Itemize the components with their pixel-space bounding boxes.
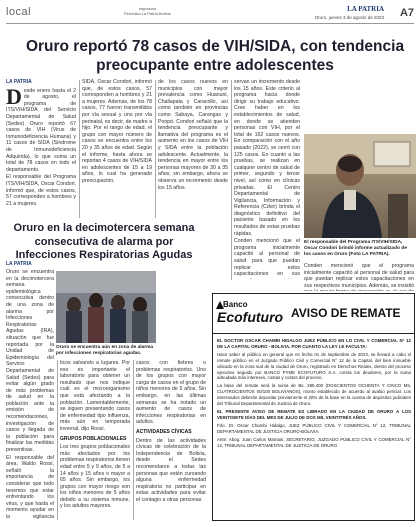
article-column-5 — [304, 263, 414, 291]
ad-intro: EL DOCTOR OSCAR CHAMBI HIDALGO JUEZ PÚBLICO EN LO CIVIL Y COMERCIAL N° 12 DE LA CAPITAL ORURO - BOLIVIA, POR CUANTO LA LEY LE FACULTA: — [217, 338, 411, 349]
article-2-byline: LA PATRIA — [6, 261, 32, 267]
column-divider — [231, 80, 232, 280]
section-name: local — [6, 6, 32, 18]
article-column-2 — [82, 79, 152, 221]
article-photo-condori — [304, 134, 416, 238]
ad-paragraph: Ante: Abog. Juan Carlos Mamani, SECRETARIO, JUZGADO PÚBLICO CIVIL Y COMERCIAL N° 12, TRIBUNAL DEPARTAMENTAL DE JUSTICIA DE ORURO. — [217, 436, 411, 448]
bank-logo-name: Ecofuturo — [217, 309, 284, 325]
article-byline: LA PATRIA — [6, 79, 32, 85]
bank-logo — [217, 300, 284, 328]
newspaper-masthead: LA PATRIA — [347, 5, 384, 13]
photo-caption-2: Oruro se encuentra aún en zona de alarma por infecciones respiratorias agudas. — [56, 345, 154, 356]
ad-paragraph: Fdo. Dr. Oscar Chambi Hidalgo, JUEZ PÚBLICO CIVIL Y COMERCIAL N° 12, TRIBUNAL DEPARTAMENTAL DE JUSTICIA ORURO-BOLIVIA. — [217, 422, 411, 434]
auction-notice-ad — [212, 293, 415, 521]
ad-title: AVISO DE REMATE — [291, 306, 401, 320]
article-paragraph: Oruro se encuentra en la decimotercera semana epidemiológica consecutiva dentro de una zona de alarma por Infecciones Respiratorias Agudas (IRA), situación que fue reportada por la Unidad de Epidemiología del Servicio Departamental de Salud (Sedes) para evitar algún grado de más problemas de salud en la población ante la emisión de recomendaciones, investigación de casos y llegada de la población para finalizar las medidas preventivas. — [6, 269, 54, 454]
article-2-column-1 — [6, 269, 54, 521]
article-paragraph: de los casos nuevos en municipios con mayor prevalencia como Huanuni, Challapata y Caracollo, así como también en provincias como Sabaya, Carangas y Poopó. Condori señaló que la tendencia preocupante y llamativa del programa es el aumento en los casos de VIH y SIDA entre la población adolescente. Actualmente, la tendencia en mayor entre los personas mayores de 30 a 35 años; sin embargo, ahora se observa un incremento desde los 15 años. — [158, 79, 228, 191]
page-header — [6, 4, 414, 24]
column-divider — [79, 80, 80, 218]
ad-header — [213, 294, 414, 334]
article-2-column-2 — [60, 360, 130, 521]
article-paragraph: El responsable del área, Waldo Rossi, señaló la importancia de considerar que todo tenemos que estar enfrentando los virus, y que hasta el momento ayudar en la vigilancia — [6, 454, 54, 520]
article-paragraph: casos con fiebres o problemas respiratorios. Uno de los grupos con mayor carga de casos en el grupo de niños menores de 5 años. Sin embargo, en las últimas semanas se ha notado un aumento de casos de infecciones respiratorias en adultos. — [136, 360, 206, 426]
section-subhead: ACTIVIDADES CÍVICAS — [136, 428, 192, 435]
article-paragraph: El responsable del Programa ITS/VIH/SIDA, Oscar Condori, informó que, de estos casos, 57 corresponden a hombres y 21 a mujeres. — [6, 174, 76, 207]
article-2-headline: Oruro en la decimotercera semana consecutiva de alarma por Infecciones Respiratorias Agudas — [13, 222, 195, 261]
article-paragraph: Conden mencionó que el programa inicialmente capacitó al personal de salud para que puedan replicar estos capacitaciones en sus respectivos municipios. Además, se insistió — [304, 263, 414, 289]
page-number: A7 — [399, 7, 414, 19]
photo-caption: El responsable del Programa ITS/VIH/SIDA, Oscar Condori brindó informe actualizado de los casos en Oruro (Foto LA PATRIA). — [304, 240, 407, 257]
article-paragraph: servan un incremento desde los 15 años. Este criterio al programa hacia donde dirigir su trabajo educativo. Cree haber en los establecimientos de salud, en donde se atienden personas con VIH, por el total de 162 casos nuevos. En comparación con el año pasado (2022), se cerró con 125 casos. En cuanto a las pruebas, se realizan en cualquier centro de salud de primer, segundo y tercer nivel, así como en clínicas privadas. El Centro Departamental de Vigilancia, Información y Referencia (Cdvir) brinda el diagnóstico definitivo del paciente basado en los resultados de estas pruebas rápidas. — [234, 79, 300, 237]
ad-paragraph: La base del remate será la suma de Bs. 285.400 (DOSCIENTOS OCHENTA Y CINCO MIL CUATROCIENTOS 00/100 BOLIVIANOS), monto establecido de acuerdo al avalúo pericial. Los interesados deberán depositar previamente el 20% de la base en la cuenta de depósitos judiciales del Tribunal Departamental de Justicia de Oruro. — [217, 383, 411, 407]
ad-paragraph: Hace saber al público en general que en fecha 01 de septiembre de 2023, se llevará a cabo el remate público en el Juzgado Público Civil y Comercial N° 12 de la Capital, del bien inmueble ubicado en la zona sud de la ciudad de Oruro, registrado en Derechos Reales, dentro del proceso ejecutivo seguido por BANCO PYME ECOFUTURO S.A. contra los deudores, por la suma adeudada más intereses, costas y costos del proceso. — [217, 351, 411, 381]
sponsor-line-1: Impresión — [138, 6, 157, 11]
article-2-column-3 — [136, 360, 206, 521]
column-divider — [133, 360, 134, 520]
ad-body — [217, 338, 411, 450]
article-paragraph: Conden mencionó que el programa inicialmente capacitó al personal de salud para que puedan replicar estos capacitaciones en sus — [234, 238, 300, 278]
section-subhead: GRUPOS POBLACIONALES — [60, 435, 127, 442]
article-column-3 — [158, 79, 228, 221]
article-paragraph: Dentro de las actividades cívicas de celebración de la Independencia de Bolivia, desde el Sedes recomendaron a todas las personas que estén cursando alguna enfermedad respiratoria no participar en estas actividades para evitar el contagio a otras personas. — [136, 437, 206, 503]
article-paragraph: SIDA, Oscar Condori, informó que, de estos casos, 57 corresponden a hombres y 21 a mujeres. Además, de los 78 casos, 77 fueron transmitidos por vía sexual y uno por vía perinatal, es decir, de madre a hijo. Por el rango de edad, el grupo con mayor número de casos se encuentra entre los 20 y 35 años de edad. Según el informe, hasta ahora se reportan 4 casos de VIH/SIDA en adolescentes de 15 a 19 años, lo cual ha generado preocupación. — [82, 79, 152, 184]
article-paragraph: esde enero hasta el 2 de agosto, el programa de ITS/VIH/SIDA del Servicio Departamental de Salud (Sedes) Oruro reportó 67 casos de VIH (Virus de Inmunodeficiencia Humana) y 11 casos de SIDA (Síndrome de Inmunodeficiencia Adquirida), lo que suma un total de 78 casos en todo el departamento. — [6, 87, 76, 173]
ad-paragraph — [217, 409, 411, 421]
ad-issue-note: EL PRESENTE AVISO DE REMATE ES LIBRADO EN LA CIUDAD DE ORURO A LOS VEINTISIETE DÍAS DEL MES DE JULIO DE DOS MIL VEINTITRÉS AÑOS. — [217, 408, 411, 420]
article-column-1 — [6, 79, 76, 221]
article-column-4 — [234, 79, 300, 279]
article-photo-crowd — [56, 271, 156, 343]
drop-cap: D — [6, 83, 22, 109]
issue-date: Oruro, jueves 3 de agosto de 2023 — [314, 15, 384, 20]
article-headline: Oruro reportó 78 casos de VIH/SIDA, con tendencia preocupante entre adolescentes — [25, 38, 405, 74]
ad-paragraph — [217, 338, 411, 350]
sponsor-line-2: Periódico La Patria Bolivia — [124, 11, 171, 16]
sponsor-credit — [124, 6, 171, 16]
column-divider — [155, 80, 156, 218]
photo-illustration — [304, 134, 416, 238]
column-divider — [57, 360, 58, 520]
article-paragraph: ticos salvando a lugares. Por eso es importante el laboratorio para obtener un resultado que nos indique cuál es el microorganismo que está afectando a la población. Lamentablemente, se siguen presentando casos de enfermedad tipo influenza, más aún en temporada invernal, dijo Rossi. — [60, 360, 130, 432]
photo-illustration — [56, 271, 156, 343]
article-paragraph: Los tres grupos poblacionales más afectados por los problemas respiratorios tienen edad entre 5 y 9 años, de 5 a 14 años y 15 años o mayor a 65 años. Sin embargo, los grupos con mayor riesgo son los niños menores de 5 años debido a su sistema inmune, y los adultos mayores. — [60, 444, 130, 510]
bank-logo-prefix: Banco — [223, 300, 248, 309]
